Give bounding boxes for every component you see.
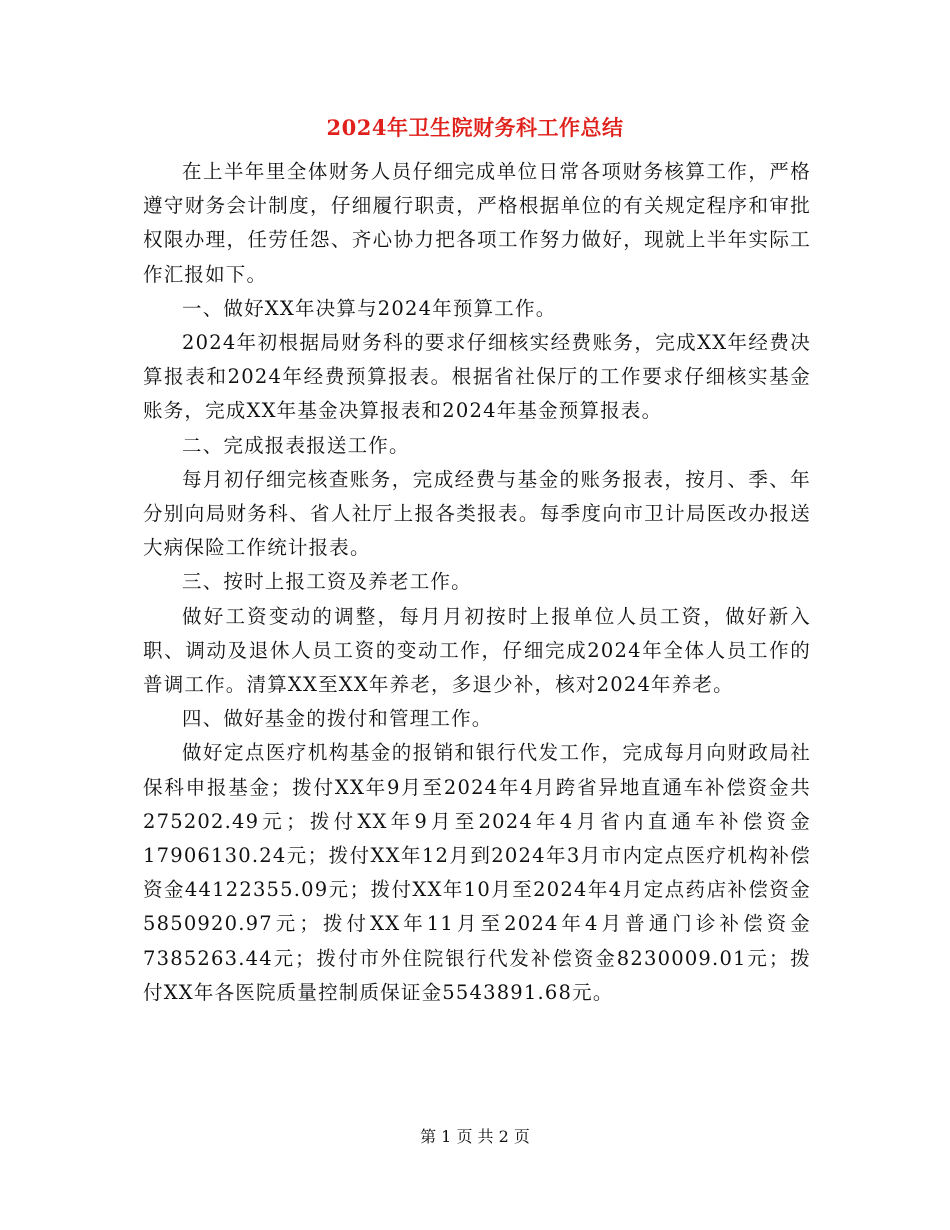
section-heading-4: 四、做好基金的拨付和管理工作。: [182, 707, 493, 731]
page-footer: [0, 1125, 950, 1149]
paragraph-section-3: 做好工资变动的调整，每月月初按时上报单位人员工资，做好新入职、调动及退休人员工资的变动工作，仔细完成2024年全体人员工作的普调工作。清算XX至XX年养老，多退少补，核对2024年养老。: [143, 604, 811, 697]
section-heading-3: 三、按时上报工资及养老工作。: [182, 570, 472, 594]
section-heading-2: 二、完成报表报送工作。: [182, 433, 410, 457]
paragraph-section-4: 做好定点医疗机构基金的报销和银行代发工作，完成每月向财政局社保科申报基金；拨付XX年9月至2024年4月跨省异地直通车补偿资金共275202.49元；拨付XX年9月至2024年4月省内直通车补偿资金17906130.24元；拨付XX年12月到2024年3月市内定点医疗机构补偿资金44122355.09元；拨付XX年10月至2024年4月定点药店补偿资金5850920.97元；拨付XX年11月至2024年4月普通门诊补偿资金7385263.44元；拨付市外住院银行代发补偿资金8230009.01元；拨付XX年各医院质量控制质保证金5543891.68元。: [143, 741, 811, 1004]
document-title: 2024年卫生院财务科工作总结: [326, 115, 624, 140]
page-number: 第 1 页 共 2 页: [420, 1127, 530, 1146]
paragraph-section-1: 2024年初根据局财务科的要求仔细核实经费账务，完成XX年经费决算报表和2024年经费预算报表。根据省社保厅的工作要求仔细核实基金账务，完成XX年基金决算报表和2024年基金预算报表。: [143, 331, 811, 423]
section-heading-1: 一、做好XX年决算与2024年预算工作。: [182, 296, 557, 320]
paragraph-intro: 在上半年里全体财务人员仔细完成单位日常各项财务核算工作，严格遵守财务会计制度，仔细履行职责，严格根据单位的有关规定程序和审批权限办理，任劳任怨、齐心协力把各项工作努力做好，现就上半年实际工作汇报如下。: [143, 160, 811, 286]
paragraph-section-2: 每月初仔细完核查账务，完成经费与基金的账务报表，按月、季、年分别向局财务科、省人社厅上报各类报表。每季度向市卫计局医改办报送大病保险工作统计报表。: [143, 467, 811, 560]
document-body: [143, 155, 811, 1010]
